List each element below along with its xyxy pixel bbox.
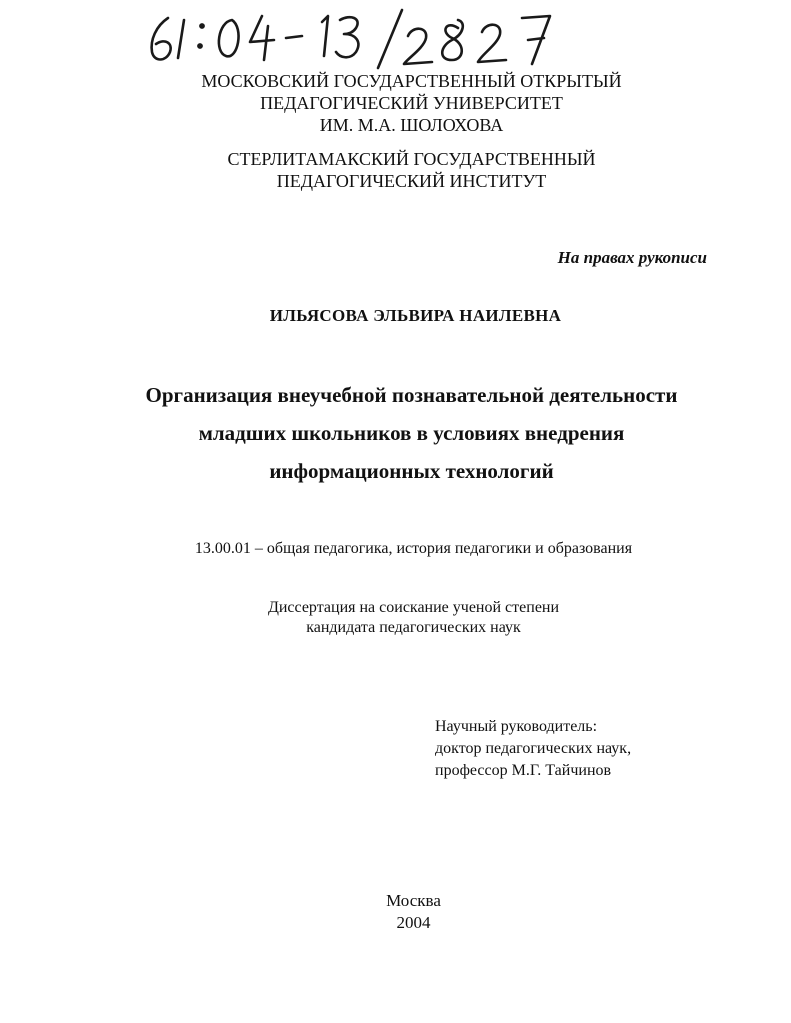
place: Москва [386,891,441,910]
university-line: ПЕДАГОГИЧЕСКИЙ УНИВЕРСИТЕТ [260,93,563,113]
specialty-code: 13.00.01 – общая педагогика, история педагогики и образования [194,540,633,557]
advisor-line: профессор М.Г. Тайчинов [435,762,612,779]
title-line: Организация внеучебной познавательной деятельности [145,383,678,407]
university-line: МОСКОВСКИЙ ГОСУДАРСТВЕННЫЙ ОТКРЫТЫЙ [201,71,622,91]
degree-statement [18,598,791,638]
handwritten-archive-number-drawing [140,6,580,72]
institute-name [16,148,791,192]
author-name: ИЛЬЯСОВА ЭЛЬВИРА НАИЛЕВНА [269,306,562,325]
university-name [16,70,791,136]
title-line: младших школьников в условиях внедрения [198,421,625,445]
university-line: ИМ. М.А. ШОЛОХОВА [319,115,504,135]
degree-line: Диссертация на соискание ученой степени [267,599,560,616]
advisor-line: доктор педагогических наук, [435,740,632,757]
degree-line: кандидата педагогических наук [306,619,521,636]
place-and-year [18,890,791,934]
title-line: информационных технологий [269,459,554,483]
institute-line: СТЕРЛИТАМАКСКИЙ ГОСУДАРСТВЕННЫЙ [227,149,596,169]
year: 2004 [396,913,431,932]
advisor-line: Научный руководитель: [435,718,598,735]
scientific-advisor [435,716,631,782]
manuscript-note: На правах рукописи [557,248,707,267]
handwritten-archive-number [140,6,580,72]
institute-line: ПЕДАГОГИЧЕСКИЙ ИНСТИТУТ [276,171,547,191]
dissertation-title [16,376,791,490]
